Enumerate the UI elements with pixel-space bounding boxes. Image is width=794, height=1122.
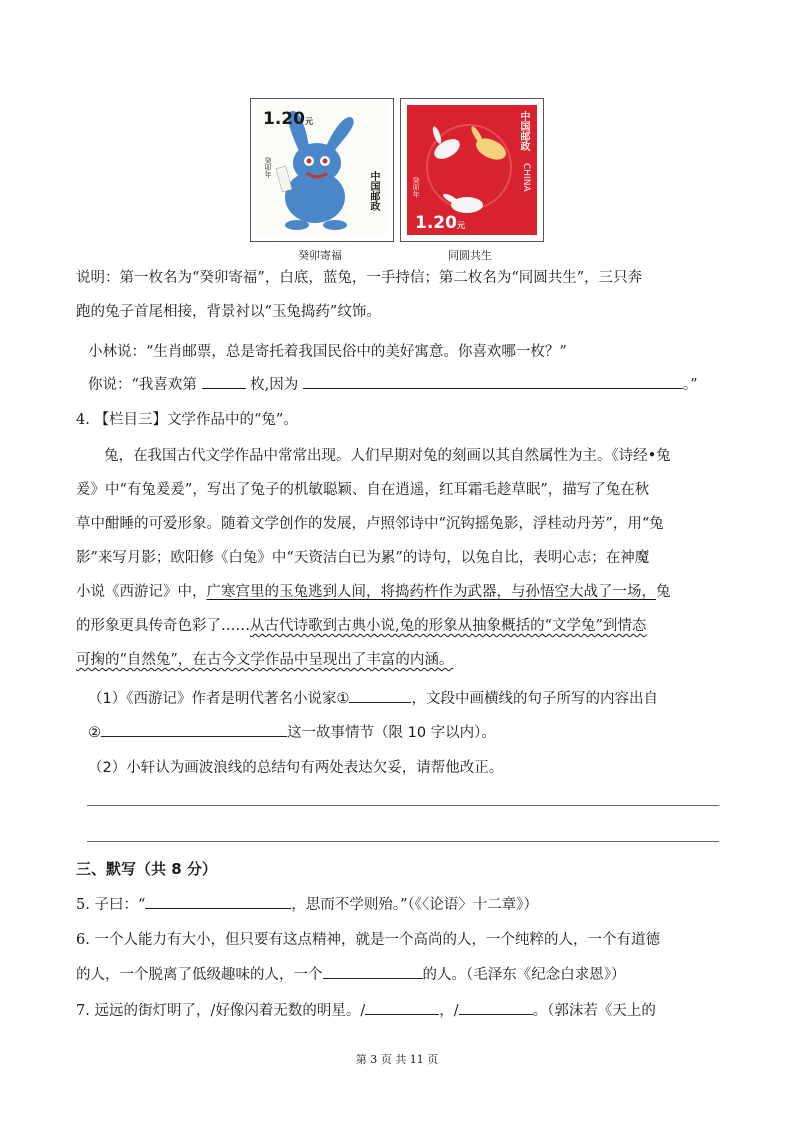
stamp-value: 1.20元 bbox=[263, 109, 313, 129]
stamp-value: 1.20元 bbox=[415, 213, 465, 233]
stamp-country: 中国邮政 bbox=[518, 111, 529, 151]
xiaolin-dialogue: 小林说：“生肖邮票，总是寄托着我国民俗中的美好寓意。你喜欢哪一枚？” bbox=[88, 344, 567, 360]
answer-blank-q7a[interactable] bbox=[365, 1000, 439, 1015]
question-5: 5. 子曰：“ ，思而不学则殆。”（《〈论语〉十二章》） bbox=[76, 894, 538, 915]
sub-question-2: （2）小轩认为画波浪线的总结句有两处表达欠妥，请帮他改正。 bbox=[88, 760, 504, 776]
answer-blank-stamp-number[interactable] bbox=[202, 374, 246, 389]
passage-line: 草中酣睡的可爱形象。随着文学创作的发展，卢照邻诗中“沉钩摇兔影，浮桂动丹芳”，用“兔 bbox=[76, 516, 664, 532]
stamp-description-line: 说明：第一枚名为“癸卯寄福”，白底，蓝兔，一手持信；第二枚名为“同圆共生”，三只奔 bbox=[76, 270, 643, 286]
answer-blank-author[interactable] bbox=[349, 688, 411, 703]
stamp-country: 中国邮政 bbox=[368, 171, 379, 211]
wavy-summary-sentence: 可掬的“自然兔”，在古今文学作品中呈现出了丰富的内涵。 bbox=[76, 652, 454, 668]
sub-question-1: （1）《西游记》作者是明代著名小说家① ，文段中画横线的句子所写的内容出自 bbox=[88, 688, 658, 709]
stamp-year: 癸卯年 bbox=[412, 177, 420, 198]
stamp-rabbits-red bbox=[400, 98, 544, 242]
answer-blank-q6[interactable] bbox=[323, 964, 423, 979]
sub-question-1-cont: ② 这一故事情节（限 10 字以内）。 bbox=[88, 722, 496, 743]
question-6: 6. 一个人能力有大小，但只要有这点精神，就是一个高尚的人，一个纯粹的人，一个有道德 bbox=[76, 932, 660, 948]
answer-blank-q7b[interactable] bbox=[459, 1000, 533, 1015]
stamp-caption-2: 同圆共生 bbox=[448, 249, 492, 262]
section-title: 三、默写（共 8 分） bbox=[76, 860, 217, 878]
answer-line[interactable] bbox=[87, 841, 719, 842]
wavy-summary-sentence: 从古代诗歌到古典小说,兔的形象从抽象概括的“文学兔”到情态 bbox=[250, 618, 647, 634]
passage-line: 爰》中“有兔爰爰”，写出了兔子的机敏聪颖、自在逍遥，红耳霜毛趁草眠”，描写了兔在秋 bbox=[76, 482, 650, 498]
question-6-cont: 的人，一个脱离了低级趣味的人，一个 的人。（毛泽东《纪念白求恩》） bbox=[76, 964, 626, 985]
answer-blank-reason[interactable] bbox=[303, 374, 683, 389]
passage-line bbox=[76, 650, 453, 670]
answer-blank-q5[interactable] bbox=[145, 894, 291, 909]
question-7: 7. 远远的街灯明了，/好像闪着无数的明星。/ ，/ 。（郭沫若《天上的 bbox=[76, 1000, 656, 1021]
ni-dialogue: 你说：“我喜欢第 枚,因为 。” bbox=[88, 374, 698, 395]
stamp-rabbit-blue bbox=[250, 98, 394, 242]
question-4-title: 4. 【栏目三】文学作品中的“兔”。 bbox=[76, 412, 298, 428]
stamp-year: 癸卯年 bbox=[264, 157, 272, 178]
page-footer: 第 3 页 共 11 页 bbox=[355, 1053, 439, 1066]
answer-blank-plot[interactable] bbox=[101, 722, 287, 737]
stamp-description-line: 跑的兔子首尾相接，背景衬以“玉兔捣药”纹饰。 bbox=[76, 304, 381, 320]
passage-line: 的形象更具传奇色彩了……从古代诗歌到古典小说,兔的形象从抽象概括的“文学兔”到情态 bbox=[76, 618, 647, 634]
answer-line[interactable] bbox=[87, 805, 719, 806]
stamp-caption-1: 癸卯寄福 bbox=[298, 249, 342, 262]
stamp-country-en: CHINA bbox=[521, 163, 531, 192]
underlined-sentence: 广寒宫里的玉兔逃到人间，将捣药杵作为武器，与孙悟空大战了一场， bbox=[206, 584, 656, 600]
passage-line: 影”来写月影；欧阳修《白兔》中“天资洁白已为累”的诗句，以兔自比，表明心志；在神魔 bbox=[76, 550, 650, 566]
passage-line: 小说《西游记》中，广寒宫里的玉兔逃到人间，将捣药杵作为武器，与孙悟空大战了一场，兔 bbox=[76, 584, 671, 600]
passage-line: 兔，在我国古代文学作品中常常出现。人们早期对兔的刻画以其自然属性为主。《诗经•兔 bbox=[104, 448, 671, 464]
